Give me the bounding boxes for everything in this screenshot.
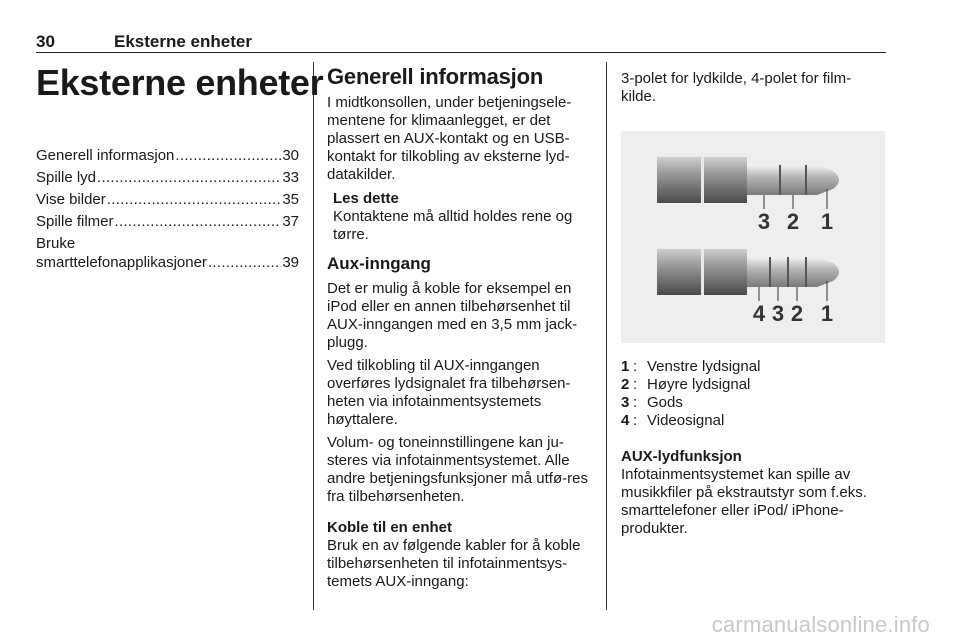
legend-number: 2 xyxy=(621,376,630,393)
legend-separator: : xyxy=(633,394,638,411)
legend-separator: : xyxy=(633,376,638,393)
column-divider-2 xyxy=(606,62,607,610)
toc-leader-dots xyxy=(97,168,281,187)
jack-plug-illustration xyxy=(621,131,885,343)
plug4-label: 1 xyxy=(820,301,834,326)
chapter-title: Eksterne enheter xyxy=(36,62,324,103)
legend-separator: : xyxy=(633,358,638,375)
note-text: Kontaktene må alltid holdes rene og tørre. xyxy=(333,208,573,243)
cables-column xyxy=(621,70,885,543)
toc-entry-title: Spille filmer xyxy=(36,213,114,230)
toc-leader-dots xyxy=(175,146,281,165)
toc-leader-dots xyxy=(107,190,282,209)
toc-entry[interactable] xyxy=(36,168,299,187)
toc-entry-page: 33 xyxy=(282,169,299,186)
toc-entry-title: Spille lyd xyxy=(36,169,97,186)
legend-row xyxy=(621,394,885,412)
legend-row xyxy=(621,358,885,376)
column-divider-1 xyxy=(313,62,314,610)
aux-paragraph-2: Ved tilkobling til AUX-inngangen overføres lydsignalet fra tilbehørsen-heten via infotainmentsystemets høyttalere. xyxy=(327,357,571,428)
aux-function-title: AUX-lydfunksjon xyxy=(621,448,742,465)
aux-paragraph-3: Volum- og toneinnstillingene kan ju-steres via infotainmentsystemet. Alle andre betjeningsfunksjoner må utfø-res fra tilbehørsenheten. xyxy=(327,434,588,505)
connect-title: Koble til en enhet xyxy=(327,519,453,536)
toc-entry[interactable] xyxy=(36,146,299,165)
cable-intro: 3-polet for lydkilde, 4-polet for film-kilde. xyxy=(621,70,852,105)
legend-number: 3 xyxy=(621,394,630,411)
plug3-label: 3 xyxy=(757,209,771,234)
legend-row xyxy=(621,412,885,430)
plug4-label: 2 xyxy=(790,301,804,326)
running-title: Eksterne enheter xyxy=(114,32,252,51)
toc-entry-page: 39 xyxy=(282,254,299,271)
toc-leader-dots xyxy=(208,253,281,272)
toc-entry[interactable] xyxy=(36,234,299,272)
toc-entry-page: 37 xyxy=(282,213,299,230)
toc-leader-dots xyxy=(115,212,282,231)
watermark: carmanualsonline.info xyxy=(711,612,930,637)
toc-entry[interactable] xyxy=(36,190,299,209)
legend-number: 4 xyxy=(621,412,630,429)
legend-text: Venstre lydsignal xyxy=(647,358,761,375)
aux-paragraph-1: Det er mulig å koble for eksempel en iPod eller en annen tilbehørsenhet til AUX-inngangen med en 3,5 mm jack-plugg. xyxy=(327,280,578,351)
general-info-column xyxy=(327,64,591,596)
toc-entry-page: 30 xyxy=(282,147,299,164)
legend-row xyxy=(621,376,885,394)
toc-entry-title: Generell informasjon xyxy=(36,147,175,164)
plug3-label: 2 xyxy=(786,209,800,234)
plug3-label: 1 xyxy=(820,209,834,234)
pin-legend xyxy=(621,358,885,430)
toc-entry-title: Bruke smarttelefonapplikasjoner xyxy=(36,235,207,271)
toc-entry-page: 35 xyxy=(282,191,299,208)
legend-text: Høyre lydsignal xyxy=(647,376,751,393)
section-heading-aux: Aux-inngang xyxy=(327,254,431,273)
legend-separator: : xyxy=(633,412,638,429)
legend-number: 1 xyxy=(621,358,630,375)
legend-text: Gods xyxy=(647,394,683,411)
section-heading-general: Generell informasjon xyxy=(327,64,544,89)
note-title: Les dette xyxy=(333,190,399,207)
toc-entry-title: Vise bilder xyxy=(36,191,106,208)
header-divider xyxy=(36,52,886,53)
connect-text: Bruk en av følgende kabler for å koble tilbehørsenheten til infotainmentsys-temets AUX-inngang: xyxy=(327,537,581,590)
aux-function-text: Infotainmentsystemet kan spille av musikkfiler på ekstrautstyr som f.eks. smarttelefoner eller iPod/ iPhone-produkter. xyxy=(621,466,867,537)
note-box xyxy=(333,190,591,244)
plug4-label: 3 xyxy=(771,301,785,326)
table-of-contents xyxy=(36,146,299,275)
plug4-label: 4 xyxy=(752,301,766,326)
intro-paragraph: I midtkonsollen, under betjeningsele-mentene for klimaanlegget, er det plassert en AUX-kontakt og en USB-kontakt for tilkobling av eksterne lyd-datakilder. xyxy=(327,94,572,183)
legend-text: Videosignal xyxy=(647,412,725,429)
toc-entry[interactable] xyxy=(36,212,299,231)
page-number: 30 xyxy=(36,32,55,51)
